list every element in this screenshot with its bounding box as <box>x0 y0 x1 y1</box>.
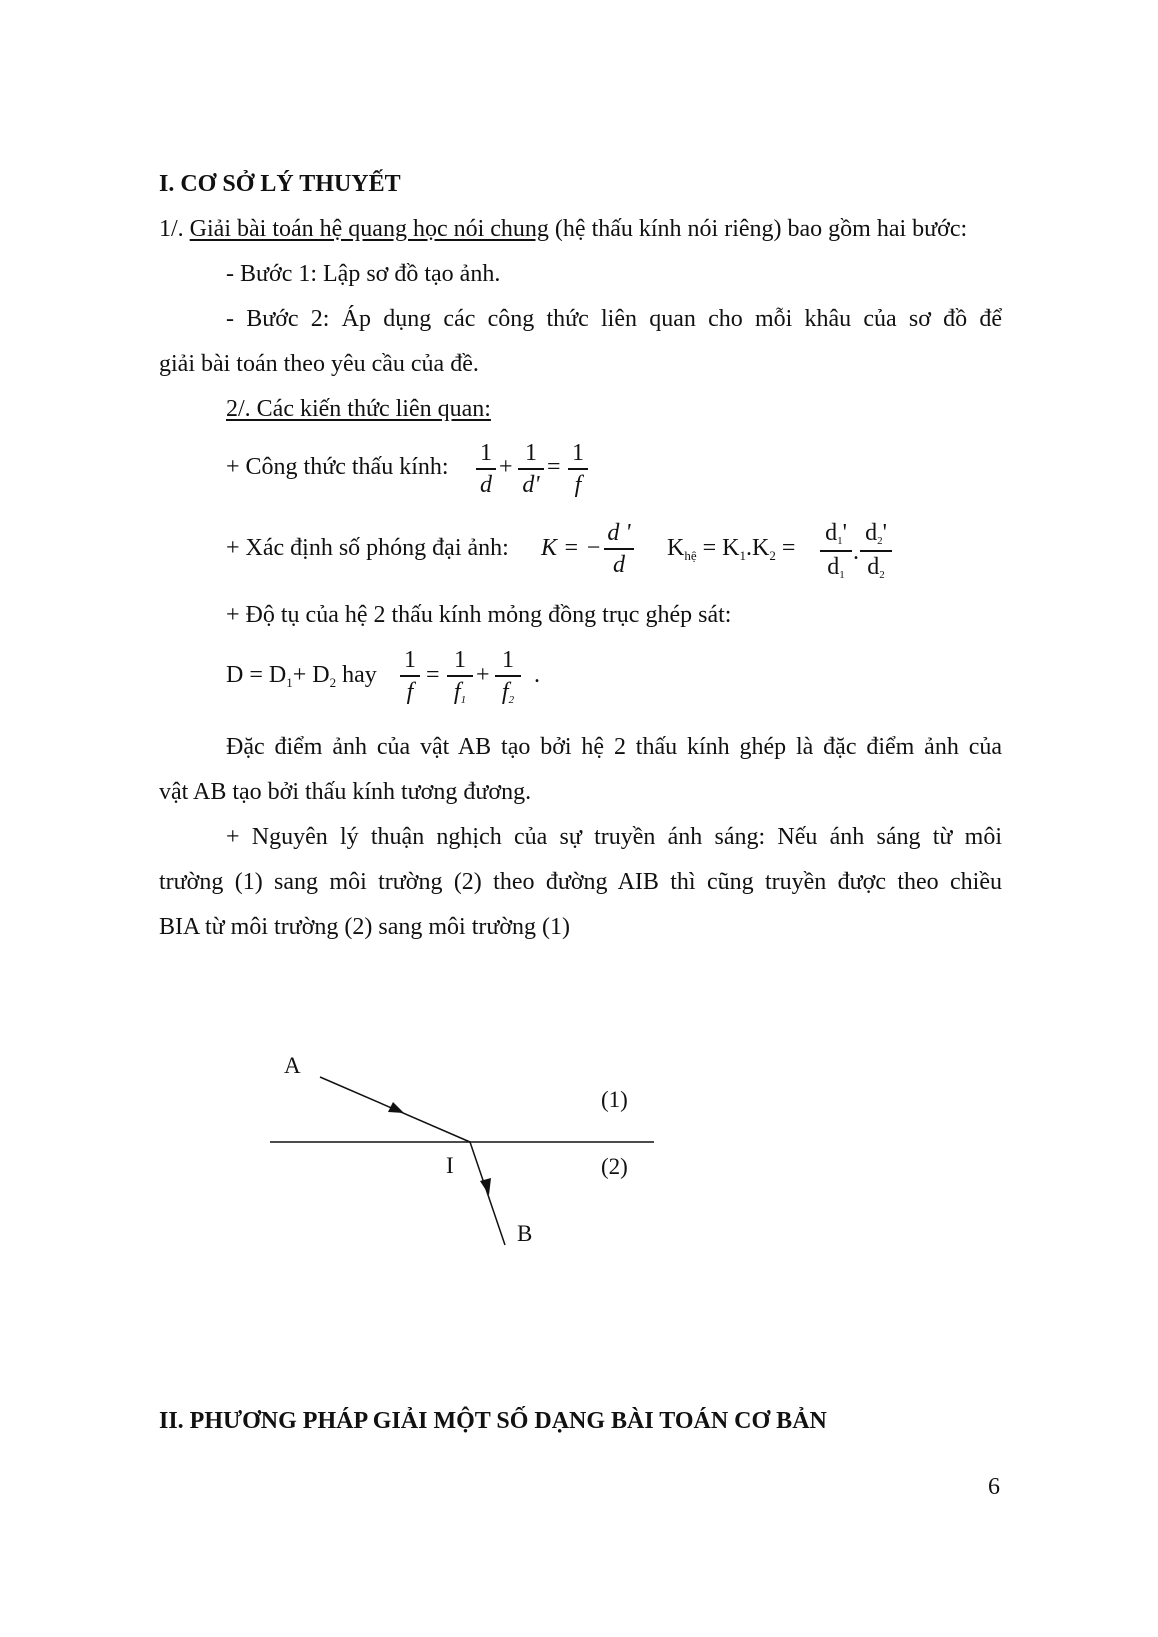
medium-1-label: (1) <box>601 1087 628 1112</box>
fraction-1-over-f1: 1 $f_1$ <box>447 648 473 706</box>
item-1-underlined: Giải bài toán hệ quang học nói chung <box>189 216 549 242</box>
item-2-heading: 2/. Các kiến thức liên quan: <box>226 396 491 422</box>
magnification-label: + Xác định số phóng đại ảnh: <box>226 535 509 561</box>
magnification-fraction: d ' d <box>604 521 634 577</box>
plus-sign: + <box>499 454 513 480</box>
dot-operator: . <box>853 539 859 565</box>
section-1-heading: I. CƠ SỞ LÝ THUYẾT <box>159 171 401 197</box>
lens-fraction-1-over-f: 1 f <box>568 441 588 497</box>
lens-fraction-1-over-d: 1 d <box>476 441 496 497</box>
refracted-ray <box>470 1142 505 1245</box>
lens-formula-label: + Công thức thấu kính: <box>226 454 449 480</box>
vergence-formula-text: $D = D_1+ D_2$ hay <box>226 662 377 690</box>
feature-line-1: Đặc điểm ảnh của vật AB tạo bởi hệ 2 thấu kính ghép là đặc điểm ảnh của <box>226 734 1002 760</box>
equals-sign: = <box>547 454 561 480</box>
lens-fraction-1-over-d-prime: 1 d' <box>518 441 544 497</box>
fraction-1-over-f: 1 f <box>400 648 420 704</box>
vergence-label: + Độ tụ của hệ 2 thấu kính mỏng đồng trục ghép sát: <box>226 602 732 628</box>
principle-line-1: + Nguyên lý thuận nghịch của sự truyền ánh sáng: Nếu ánh sáng từ môi <box>226 824 1002 850</box>
step-2-line-2: giải bài toán theo yêu cầu của đề. <box>159 351 479 377</box>
section-2-heading: II. PHƯƠNG PHÁP GIẢI MỘT SỐ DẠNG BÀI TOÁN CƠ BẢN <box>159 1408 827 1434</box>
item-1-rest: (hệ thấu kính nói riêng) bao gồm hai bước: <box>548 216 968 242</box>
item-1-prefix: 1/. <box>159 216 190 242</box>
system-magnification: $K_{hệ} = K_1.K_2$ = <box>667 535 796 563</box>
label-I: I <box>446 1153 454 1178</box>
label-B: B <box>517 1221 533 1246</box>
feature-line-2: vật AB tạo bởi thấu kính tương đương. <box>159 779 532 805</box>
label-A: A <box>284 1053 301 1078</box>
principle-line-3: BIA từ môi trường (2) sang môi trường (1) <box>159 914 571 940</box>
system-fraction-2: $d_2'$ $d_2$ <box>860 521 892 581</box>
incident-arrow-icon <box>388 1102 404 1113</box>
step-2-line-1: - Bước 2: Áp dụng các công thức liên quan cho mỗi khâu của sơ đồ để <box>226 306 1002 332</box>
system-fraction-1: $d_1'$ $d_1$ <box>820 521 852 581</box>
medium-2-label: (2) <box>601 1154 628 1179</box>
step-1: - Bước 1: Lập sơ đồ tạo ảnh. <box>226 261 501 287</box>
fraction-1-over-f2: 1 $f_2$ <box>495 648 521 706</box>
magnification-K: K = − <box>541 535 602 561</box>
principle-line-2: trường (1) sang môi trường (2) theo đường AIB thì cũng truyền được theo chiều <box>159 869 1002 895</box>
page-number: 6 <box>988 1474 1000 1500</box>
refracted-arrow-icon <box>480 1178 491 1195</box>
